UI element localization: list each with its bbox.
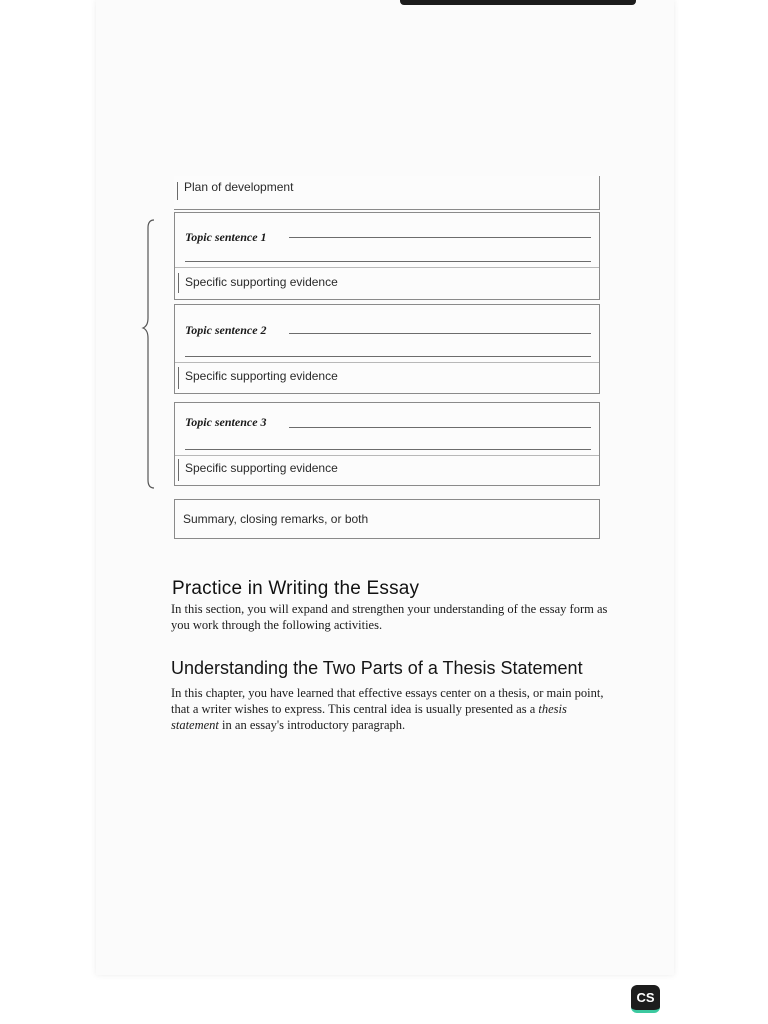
summary-label: Summary, closing remarks, or both	[183, 512, 369, 526]
page-top-edge	[400, 0, 636, 5]
topic-box-3	[174, 402, 600, 486]
topic-3-evidence-tick	[178, 459, 179, 481]
topic-3-answer-line	[289, 427, 591, 428]
plan-of-development-box	[174, 176, 600, 210]
topic-2-evidence-label: Specific supporting evidence	[185, 369, 338, 383]
topic-box-1	[174, 212, 600, 300]
subsection-body-emphasis: thesis statement	[171, 702, 567, 732]
topic-box-2	[174, 304, 600, 394]
document-page	[96, 0, 674, 975]
plan-tick	[177, 182, 178, 200]
topic-2-answer-line	[289, 333, 591, 334]
topic-1-evidence-label: Specific supporting evidence	[185, 275, 338, 289]
subsection-body-before: In this chapter, you have learned that effective essays center on a thesis, or main point, that a writer wishes to express. This central idea is usually presented as a	[171, 686, 604, 716]
topic-1-evidence-tick	[178, 273, 179, 293]
topic-3-evidence-label: Specific supporting evidence	[185, 461, 338, 475]
topic-3-answer-line-2	[185, 449, 591, 450]
topic-2-evidence-tick	[178, 367, 179, 389]
topic-1-divider	[175, 267, 599, 268]
topic-sentence-2-label: Topic sentence 2	[185, 323, 267, 337]
plan-label: Plan of development	[184, 180, 294, 194]
topic-sentence-3-label: Topic sentence 3	[185, 415, 267, 429]
topic-3-divider	[175, 455, 599, 456]
topic-sentence-1-label: Topic sentence 1	[185, 230, 267, 244]
subsection-heading: Understanding the Two Parts of a Thesis Statement	[171, 658, 583, 678]
subsection-body-after: in an essay's introductory paragraph.	[218, 718, 406, 732]
topic-2-divider	[175, 362, 599, 363]
topic-1-answer-line	[289, 237, 591, 238]
topic-1-answer-line-2	[185, 261, 591, 262]
camscanner-badge-text: CS	[636, 990, 655, 1005]
topic-2-answer-line-2	[185, 356, 591, 357]
subsection-body-text	[171, 685, 611, 733]
topics-brace	[140, 218, 160, 490]
camscanner-badge	[631, 985, 660, 1013]
section-heading: Practice in Writing the Essay	[172, 578, 420, 599]
section-intro-text: In this section, you will expand and strengthen your understanding of the essay form as you work through the following activities.	[171, 602, 608, 632]
summary-box	[174, 499, 600, 539]
